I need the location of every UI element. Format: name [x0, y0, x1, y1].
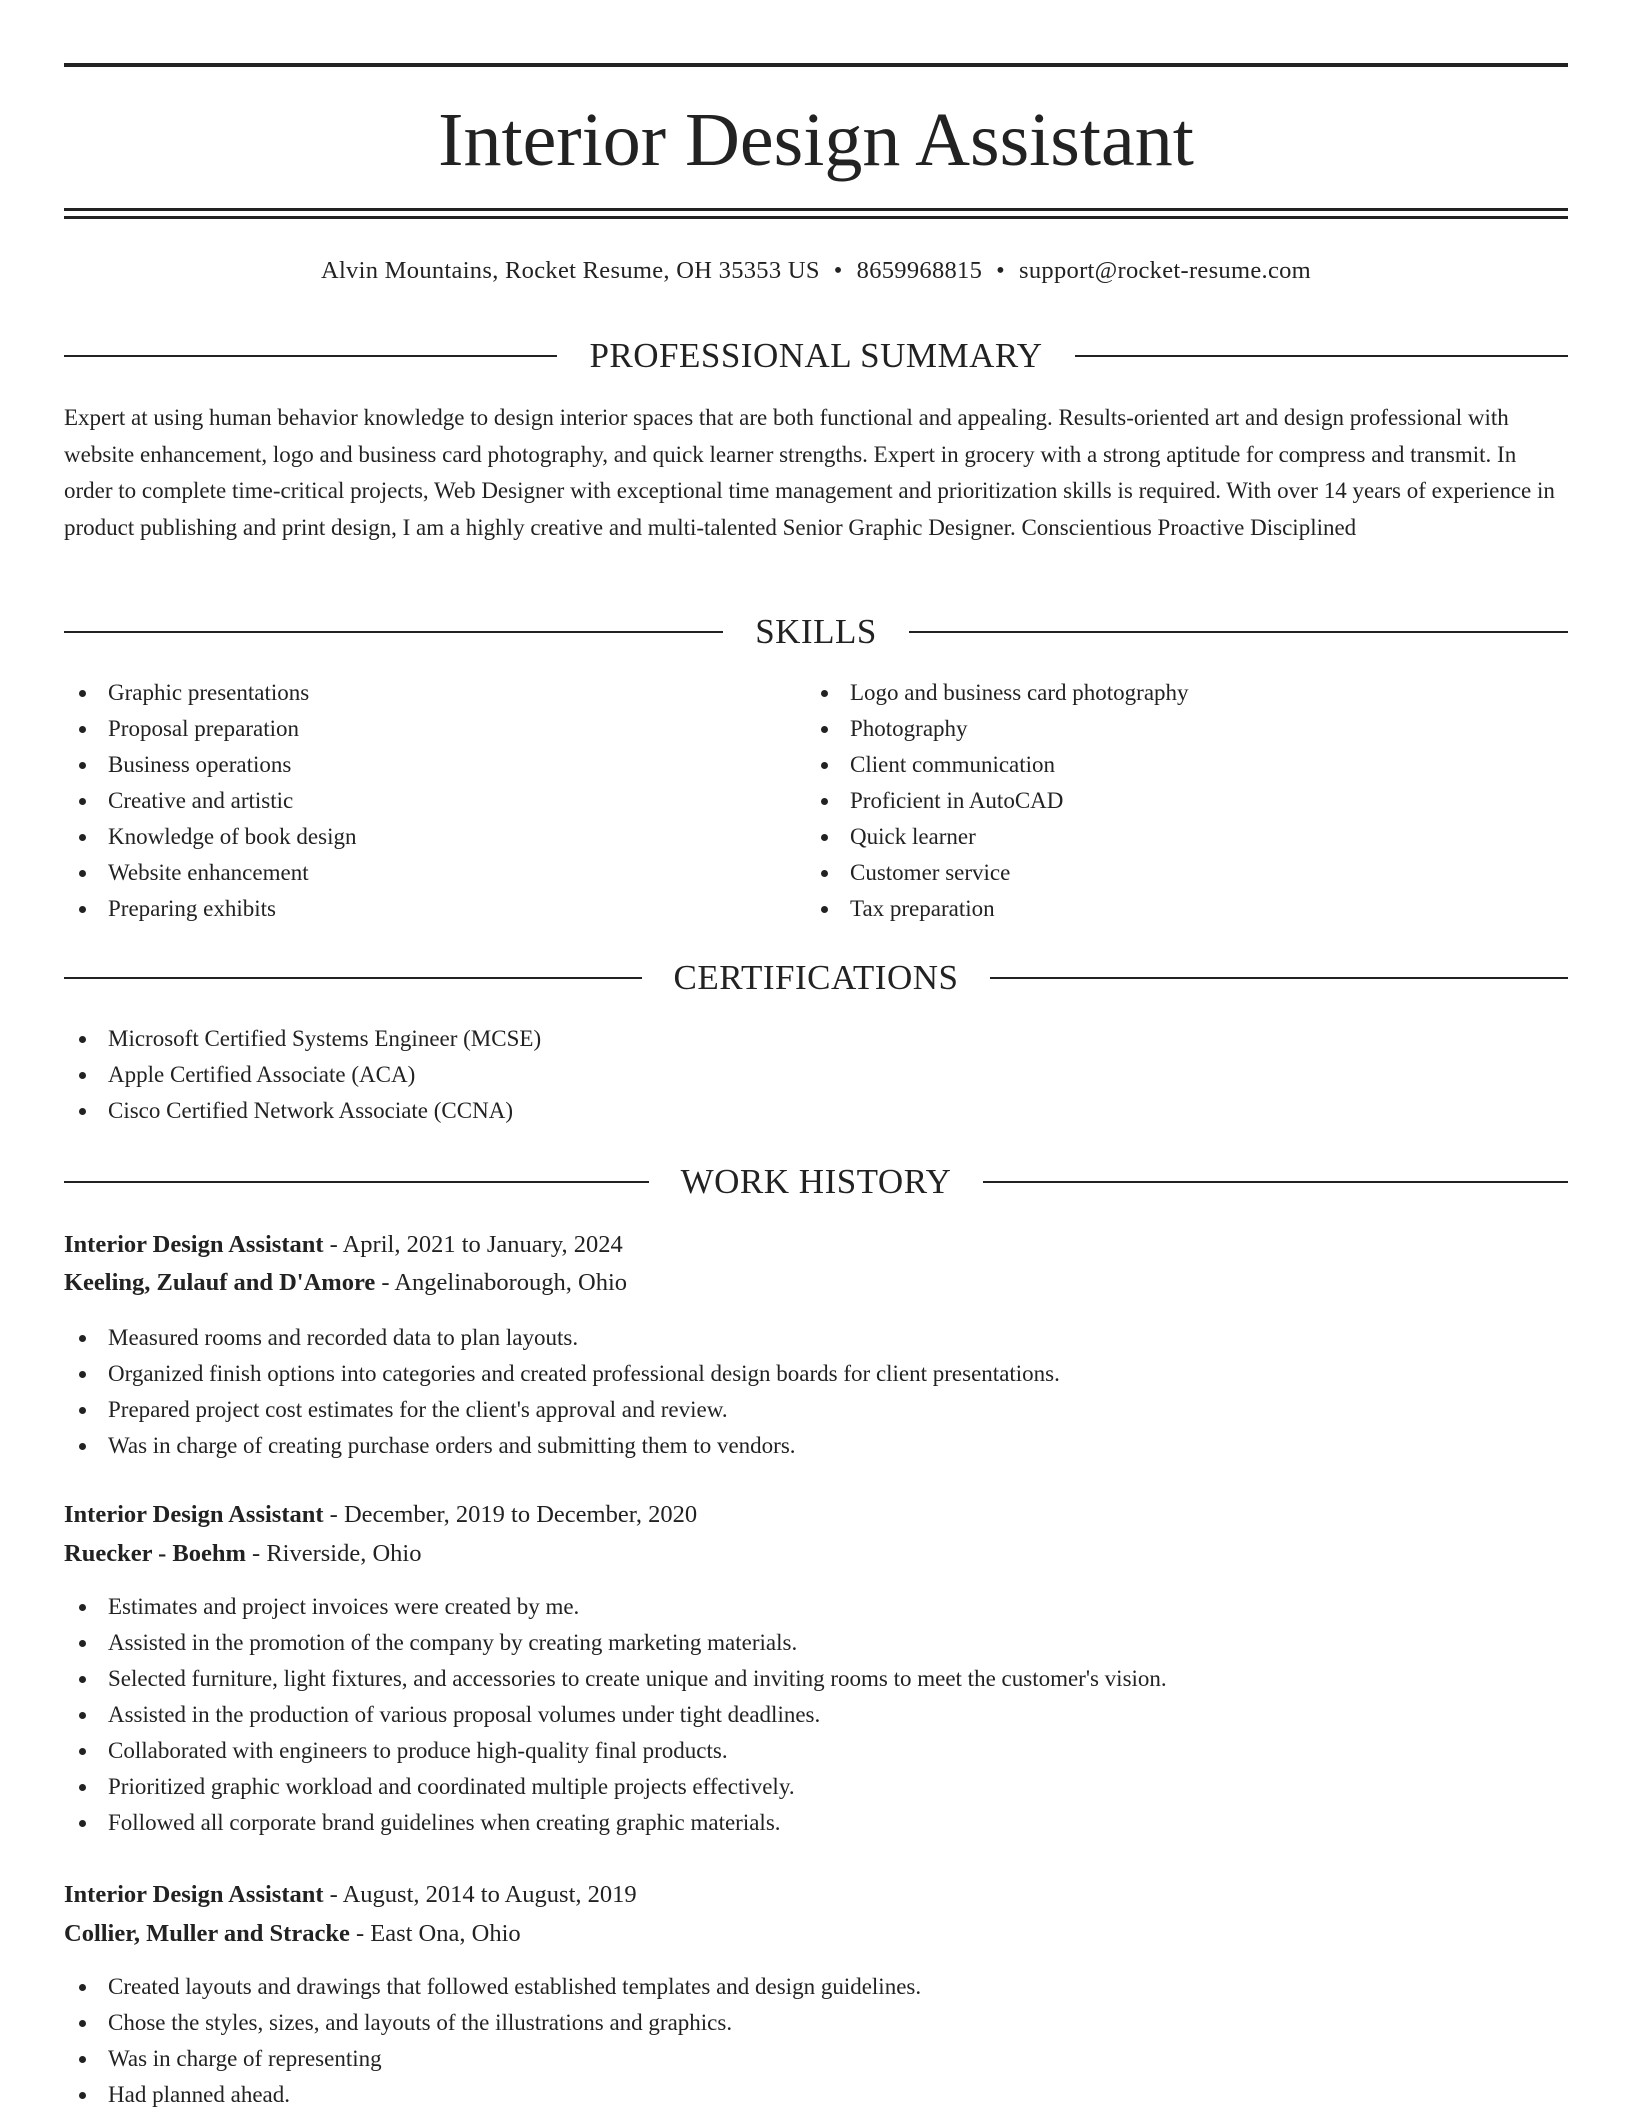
skill-item: Tax preparation [806, 891, 1506, 927]
summary-text: Expert at using human behavior knowledge to design interior spaces that are both functional and appealing. Results-oriented art and design professional with website enhancement, logo and business card photography, and quick learner strengths. Expert in grocery with a strong aptitude for compress and transmit. In order to complete time-critical projects, Web Designer with exceptional time management and prioritization skills is required. With over 14 years of experience in product publishing and print design, I am a highly creative and multi-talented Senior Graphic Designer. Conscientious Proactive Disciplined [64, 405, 1555, 540]
job-dates: December, 2019 to December, 2020 [343, 1501, 698, 1528]
header-bottom-rule-2 [64, 216, 1568, 219]
job-bullet: Prioritized graphic workload and coordinated multiple projects effectively. [64, 1769, 1564, 1805]
job-dates: April, 2021 to January, 2024 [342, 1231, 623, 1258]
certification-item: Apple Certified Associate (ACA) [64, 1057, 1464, 1093]
job-bullets [64, 1969, 1564, 2113]
heading-rule [1075, 355, 1568, 357]
skill-item: Quick learner [806, 819, 1506, 855]
job-bullet: Assisted in the production of various proposal volumes under tight deadlines. [64, 1697, 1564, 1733]
contact-address: Alvin Mountains, Rocket Resume, OH 35353 US [320, 257, 820, 284]
job-title-line: Interior Design Assistant - December, 2019 to December, 2020 [64, 1501, 698, 1528]
skill-item: Proposal preparation [64, 711, 764, 747]
job-company: Keeling, Zulauf and D'Amore [64, 1269, 376, 1296]
job-bullet: Assisted in the promotion of the company by creating marketing materials. [64, 1625, 1564, 1661]
job-company-line: Keeling, Zulauf and D'Amore - Angelinaborough, Ohio [64, 1269, 628, 1296]
section-heading-summary [64, 334, 1568, 378]
skill-item: Website enhancement [64, 855, 764, 891]
job-bullet: Had planned ahead. [64, 2077, 1564, 2113]
skill-item: Client communication [806, 747, 1506, 783]
job-bullet: Prepared project cost estimates for the client's approval and review. [64, 1392, 1564, 1428]
job-title: Interior Design Assistant [64, 1231, 324, 1258]
heading-rule [64, 631, 723, 633]
section-heading-certifications [64, 956, 1568, 1000]
skill-item: Creative and artistic [64, 783, 764, 819]
job-bullet: Estimates and project invoices were created by me. [64, 1589, 1564, 1625]
contact-separator: • [833, 257, 843, 284]
skill-item: Logo and business card photography [806, 675, 1506, 711]
skill-item: Graphic presentations [64, 675, 764, 711]
job-bullet: Was in charge of creating purchase orders and submitting them to vendors. [64, 1428, 1564, 1464]
skill-item: Photography [806, 711, 1506, 747]
heading-text: CERTIFICATIONS [673, 958, 959, 997]
heading-text: SKILLS [755, 612, 877, 651]
heading-text: PROFESSIONAL SUMMARY [589, 336, 1043, 375]
skill-item: Knowledge of book design [64, 819, 764, 855]
job-bullet: Created layouts and drawings that followed established templates and design guidelines. [64, 1969, 1564, 2005]
section-heading-work-history [64, 1160, 1568, 1204]
job-title-line: Interior Design Assistant - August, 2014 to August, 2019 [64, 1881, 637, 1908]
job-bullets [64, 1320, 1564, 1464]
contact-email: support@rocket-resume.com [1019, 257, 1312, 284]
skills-list-left [64, 675, 764, 927]
contact-phone: 8659968815 [856, 257, 983, 284]
skill-item: Customer service [806, 855, 1506, 891]
job-title-line: Interior Design Assistant - April, 2021 to January, 2024 [64, 1231, 623, 1258]
job-bullets [64, 1589, 1564, 1841]
job-title: Interior Design Assistant [64, 1881, 324, 1908]
job-company: Collier, Muller and Stracke [64, 1920, 350, 1947]
job-company-line: Collier, Muller and Stracke - East Ona, Ohio [64, 1920, 521, 1947]
skill-item: Business operations [64, 747, 764, 783]
skill-item: Proficient in AutoCAD [806, 783, 1506, 819]
job-bullet: Followed all corporate brand guidelines when creating graphic materials. [64, 1805, 1564, 1841]
page-title: Interior Design Assistant [438, 98, 1194, 182]
header-top-rule [64, 63, 1568, 67]
skills-list-right [806, 675, 1506, 927]
job-location: Riverside, Ohio [266, 1540, 422, 1567]
job-bullet: Chose the styles, sizes, and layouts of the illustrations and graphics. [64, 2005, 1564, 2041]
job-company-line: Ruecker - Boehm - Riverside, Ohio [64, 1540, 422, 1567]
certification-item: Cisco Certified Network Associate (CCNA) [64, 1093, 1464, 1129]
skill-item: Preparing exhibits [64, 891, 764, 927]
heading-rule [990, 977, 1568, 979]
heading-rule [64, 977, 642, 979]
section-heading-skills [64, 610, 1568, 654]
job-bullet: Collaborated with engineers to produce high-quality final products. [64, 1733, 1564, 1769]
heading-rule [909, 631, 1568, 633]
certification-item: Microsoft Certified Systems Engineer (MCSE) [64, 1021, 1464, 1057]
contact-separator: • [996, 257, 1006, 284]
certifications-list [64, 1021, 1464, 1129]
heading-text: WORK HISTORY [680, 1162, 952, 1201]
header-bottom-rule-1 [64, 208, 1568, 211]
job-bullet: Measured rooms and recorded data to plan layouts. [64, 1320, 1564, 1356]
job-company: Ruecker - Boehm [64, 1540, 246, 1567]
job-title: Interior Design Assistant [64, 1501, 324, 1528]
job-dates: August, 2014 to August, 2019 [342, 1881, 637, 1908]
job-bullet: Was in charge of representing [64, 2041, 1564, 2077]
job-bullet: Selected furniture, light fixtures, and accessories to create unique and inviting rooms to meet the customer's vision. [64, 1661, 1564, 1697]
job-location: East Ona, Ohio [370, 1920, 521, 1947]
heading-rule [983, 1181, 1568, 1183]
job-bullet: Organized finish options into categories and created professional design boards for client presentations. [64, 1356, 1564, 1392]
heading-rule [64, 355, 557, 357]
contact-line [64, 254, 1568, 288]
heading-rule [64, 1181, 649, 1183]
job-location: Angelinaborough, Ohio [394, 1269, 628, 1296]
